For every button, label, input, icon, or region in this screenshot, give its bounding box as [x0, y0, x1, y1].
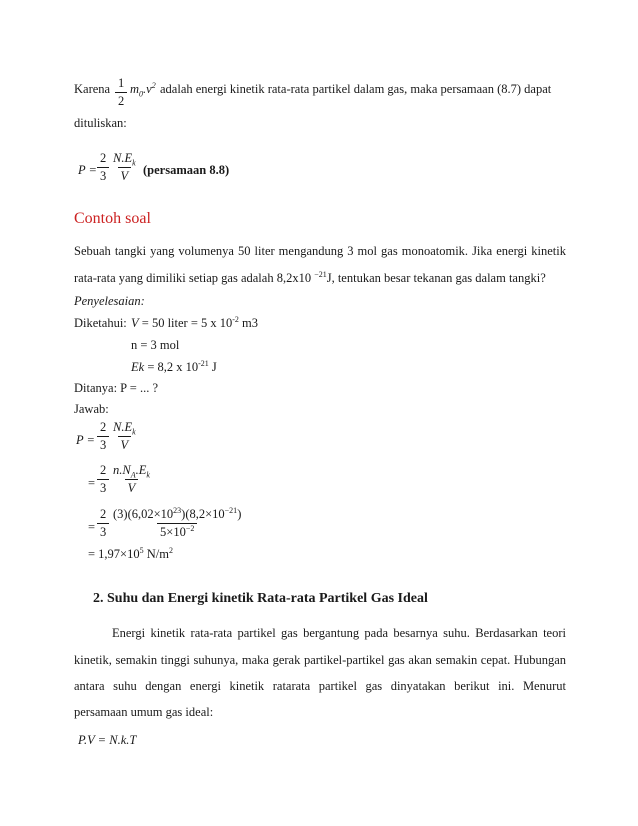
section2-equation: P.V = N.k.T — [78, 733, 137, 747]
section2-p4: persamaan umum gas ideal: — [74, 705, 214, 719]
intro-fraction — [115, 77, 127, 107]
step3-frac1: $\frac{2}{3}$ — [97, 508, 109, 538]
step2-frac2: $\frac{n.N_A.E_k}{V}$ — [113, 463, 150, 495]
step2-frac1: $\frac{2}{3}$ — [97, 464, 109, 494]
jawab: Jawab: — [74, 402, 109, 416]
problem-line2: rata-rata yang dimiliki setiap gas adalah 8,2x10 $^{-21}$J, tentukan besar tekanan gas dalam tangki? — [74, 269, 546, 285]
step2-eq: = — [88, 476, 96, 490]
intro-rest: adalah energi kinetik rata-rata partikel dalam gas, maka persamaan (8.7) dapat — [160, 82, 552, 96]
section-heading: Contoh soal — [74, 210, 151, 227]
intro-karena: Karena — [74, 82, 111, 96]
eq88-label: (persamaan 8.8) — [143, 163, 230, 177]
given-moles: n = 3 mol — [131, 338, 180, 352]
step1-frac2: $\frac{N.E_k}{V}$ — [113, 420, 136, 452]
diketahui-label: Diketahui: — [74, 316, 127, 330]
section2-p1: Energi kinetik rata-rata partikel gas bergantung pada besarnya suhu. Berdasarkan teori — [112, 626, 566, 640]
eq88-frac2: $\frac{N.E_k}{V}$ — [113, 151, 136, 183]
step3-eq: = — [88, 520, 96, 534]
section2-p2: kinetik, semakin tinggi suhunya, maka gerak partikel-partikel gas akan semakin cepat. Hubungan — [74, 653, 566, 667]
intro-expression: $m_0.v^2$ — [130, 80, 156, 99]
step1-frac1: $\frac{2}{3}$ — [97, 421, 109, 451]
section2-heading: 2. Suhu dan Energi kinetik Rata-rata Partikel Gas Ideal — [93, 591, 428, 606]
step4-result: = $1,97\times 10^5$ $N/m^2$ — [88, 545, 173, 561]
intro-frac-num: 1 — [118, 76, 125, 90]
intro-line2: dituliskan: — [74, 116, 127, 130]
eq88-frac1: $\frac{2}{3}$ — [97, 152, 109, 182]
eq88-lhs: P = — [78, 163, 97, 177]
solution-label: Penyelesaian: — [74, 294, 145, 308]
step3-frac2: $\frac{(3)(6,02\times 10^{23})(8,2\times 10^{-21})}{5\times 10^{-2}}$ — [113, 505, 242, 539]
given-volume: V = 50 liter = 5 x $10^{-2}$ m3 — [131, 314, 259, 330]
section2-p3: antara suhu dengan energi kinetik ratarata partikel gas dinyatakan berikut ini. Menurut — [74, 679, 566, 693]
given-energy: Ek = 8,2 x $10^{-21}$ J — [131, 358, 217, 374]
intro-frac-den: 2 — [115, 92, 127, 108]
ditanya: Ditanya: P = ... ? — [74, 381, 159, 395]
problem-line1: Sebuah tangki yang volumenya 50 liter mengandung 3 mol gas monoatomik. Jika energi kinetik — [74, 244, 566, 258]
step1-lhs: P = — [76, 433, 95, 447]
